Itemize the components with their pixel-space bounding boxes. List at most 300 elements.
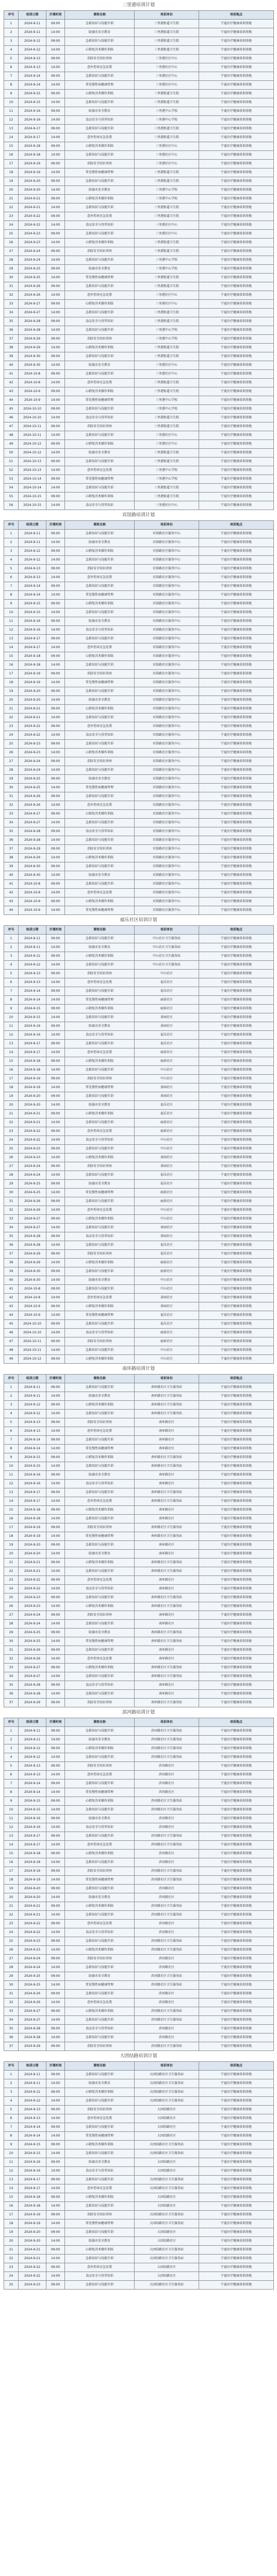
cell-location: 宁夏医疗健康培训基地 <box>199 1276 274 1285</box>
cell-seq: 18 <box>4 679 19 687</box>
cell-course: 食品安全与营养知识 <box>65 2025 135 2033</box>
cell-course: 防溺水安全教育 <box>65 107 135 116</box>
cell-course: 急救知识与技能实训 <box>65 1832 135 1841</box>
cell-unit: 南环路社区卫生服务站 <box>135 1523 199 1532</box>
cell-seq: 9 <box>4 600 19 608</box>
cell-date: 2024-10-8 <box>19 1294 46 1302</box>
table-row <box>4 714 274 722</box>
cell-date: 2024-9-28 <box>19 2025 46 2033</box>
cell-date: 2024-9-21 <box>19 1902 46 1911</box>
cell-unit: 宾馆路社区服务中心 <box>135 810 199 819</box>
table-row <box>4 635 274 643</box>
cell-course: 防溺水安全教育 <box>65 943 135 952</box>
cell-course: 心肺复苏术操作训练 <box>65 440 135 449</box>
cell-time: 09:00 <box>46 1506 65 1515</box>
cell-time: 09:00 <box>46 582 65 591</box>
cell-location: 宁夏医疗健康培训基地 <box>199 1497 274 1506</box>
table-row <box>4 2016 274 2025</box>
cell-time: 14:00 <box>46 484 65 493</box>
cell-unit: 宾馆路社区服务中心 <box>135 635 199 643</box>
cell-date: 2024-9-17 <box>19 1841 46 1850</box>
cell-seq: 26 <box>4 1154 19 1162</box>
cell-course: 急救知识与技能实训 <box>65 582 135 591</box>
cell-time: 14:00 <box>46 1981 65 1990</box>
cell-seq: 11 <box>4 617 19 626</box>
cell-location: 宁夏医疗健康培训基地 <box>199 987 274 996</box>
cell-seq: 22 <box>4 204 19 212</box>
cell-time: 09:00 <box>46 2007 65 2016</box>
cell-course: 急救知识与技能实训 <box>65 740 135 749</box>
cell-course: 意外伤害应急处置 <box>65 1920 135 1928</box>
table-row <box>4 1189 274 1197</box>
cell-seq: 5 <box>4 55 19 63</box>
cell-time: 14:00 <box>46 1806 65 1815</box>
cell-seq: 28 <box>4 1171 19 1180</box>
cell-location: 宁夏医疗健康培训基地 <box>199 1602 274 1611</box>
cell-time: 09:00 <box>46 230 65 239</box>
cell-seq: 19 <box>4 1092 19 1101</box>
cell-seq: 36 <box>4 836 19 845</box>
cell-date: 2024-10-11 <box>19 1337 46 1346</box>
cell-unit: 滨河路社区 <box>135 1920 199 1928</box>
cell-course: 防溺水安全教育 <box>65 1629 135 1637</box>
cell-date: 2024-9-17 <box>19 1488 46 1497</box>
table-row <box>4 466 274 475</box>
cell-unit: 中山社区 <box>135 1276 199 1285</box>
cell-course: 急救知识与技能实训 <box>65 230 135 239</box>
schedule-table <box>4 2061 274 2290</box>
cell-date: 2024-9-30 <box>19 352 46 361</box>
cell-seq: 20 <box>4 1101 19 1110</box>
table-row <box>4 1990 274 1998</box>
cell-time: 09:00 <box>46 1762 65 1771</box>
cell-time: 14:00 <box>46 186 65 195</box>
cell-seq: 7 <box>4 72 19 81</box>
cell-seq: 23 <box>4 212 19 221</box>
cell-location: 宁夏医疗健康培训基地 <box>199 63 274 72</box>
cell-unit: 三里港街道卫生院 <box>135 352 199 361</box>
table-row <box>4 1567 274 1576</box>
column-header-course: 课程名称 <box>65 521 135 530</box>
cell-date: 2024-9-18 <box>19 2202 46 2211</box>
cell-course: 心肺复苏术操作训练 <box>65 749 135 757</box>
cell-time: 09:00 <box>46 2228 65 2237</box>
cell-course: 意外伤害应急处置 <box>65 1048 135 1057</box>
cell-location: 宁夏医疗健康培训基地 <box>199 493 274 501</box>
cell-course: 急救知识与技能实训 <box>65 1885 135 1893</box>
cell-date: 2024-9-29 <box>19 854 46 862</box>
cell-unit: 福乐社区 <box>135 1171 199 1180</box>
cell-time: 14:00 <box>46 168 65 177</box>
cell-course: 意外伤害应急处置 <box>65 63 135 72</box>
cell-time: 09:00 <box>46 352 65 361</box>
cell-unit: 滨河路社区卫生服务站 <box>135 1981 199 1990</box>
cell-unit: 宾馆路社区服务中心 <box>135 556 199 565</box>
cell-date: 2024-9-15 <box>19 608 46 617</box>
cell-course: 防溺水安全教育 <box>65 1550 135 1558</box>
table-row <box>4 274 274 282</box>
cell-unit: 宾馆路社区服务中心 <box>135 626 199 635</box>
table-row <box>4 81 274 90</box>
cell-unit: 中山社区 <box>135 1206 199 1215</box>
cell-time: 14:00 <box>46 1346 65 1355</box>
cell-date: 2024-9-18 <box>19 1066 46 1075</box>
cell-date: 2024-9-23 <box>19 1594 46 1602</box>
cell-unit: 宾馆路社区服务中心 <box>135 749 199 757</box>
cell-seq: 43 <box>4 387 19 396</box>
cell-location: 宁夏医疗健康培训基地 <box>199 1806 274 1815</box>
cell-seq: 33 <box>4 810 19 819</box>
cell-date: 2024-9-15 <box>19 90 46 98</box>
cell-seq: 10 <box>4 608 19 617</box>
cell-unit: 三里港街道卫生院 <box>135 493 199 501</box>
cell-seq: 6 <box>4 63 19 72</box>
cell-unit: 南环路社区卫生服务站 <box>135 1383 199 1392</box>
cell-date: 2024-9-12 <box>19 37 46 46</box>
cell-unit: 福乐社区 <box>135 1311 199 1320</box>
cell-date: 2024-9-29 <box>19 335 46 344</box>
cell-location: 宁夏医疗健康培训基地 <box>199 2097 274 2106</box>
cell-location: 宁夏医疗健康培训基地 <box>199 1197 274 1206</box>
cell-seq: 36 <box>4 1241 19 1250</box>
cell-date: 2024-9-14 <box>19 1436 46 1445</box>
cell-location: 宁夏医疗健康培训基地 <box>199 819 274 827</box>
cell-time: 14:00 <box>46 2167 65 2176</box>
cell-seq: 10 <box>4 1462 19 1471</box>
cell-date: 2024-10-9 <box>19 906 46 915</box>
cell-seq: 46 <box>4 414 19 422</box>
cell-time: 14:00 <box>46 2272 65 2281</box>
cell-time: 09:00 <box>46 1611 65 1620</box>
cell-course: 急救知识与技能实训 <box>65 1320 135 1329</box>
cell-date: 2024-9-20 <box>19 1092 46 1101</box>
cell-unit: 南环路社区 <box>135 1445 199 1453</box>
cell-time: 14:00 <box>46 643 65 652</box>
cell-course: 心肺复苏术操作训练 <box>65 854 135 862</box>
cell-course: 意外伤害应急处置 <box>65 133 135 142</box>
cell-location: 宁夏医疗健康培训基地 <box>199 1127 274 1136</box>
cell-seq: 4 <box>4 556 19 565</box>
cell-location: 宁夏医疗健康培训基地 <box>199 2184 274 2193</box>
cell-date: 2024-9-20 <box>19 177 46 186</box>
cell-seq: 40 <box>4 871 19 880</box>
cell-time: 09:00 <box>46 530 65 538</box>
cell-date: 2024-9-15 <box>19 1462 46 1471</box>
cell-unit: 大团结路社区卫生服务站 <box>135 2141 199 2149</box>
cell-location: 宁夏医疗健康培训基地 <box>199 282 274 291</box>
cell-time: 14:00 <box>46 889 65 897</box>
cell-course: 意外伤害应急处置 <box>65 643 135 652</box>
cell-location: 宁夏医疗健康培训基地 <box>199 978 274 987</box>
cell-unit: 宾馆路社区服务中心 <box>135 862 199 871</box>
cell-time: 14:00 <box>46 98 65 107</box>
cell-seq: 17 <box>4 1523 19 1532</box>
cell-time: 14:00 <box>46 943 65 952</box>
cell-unit: 南环路社区 <box>135 1655 199 1664</box>
cell-time: 14:00 <box>46 1048 65 1057</box>
cell-time: 14:00 <box>46 1532 65 1541</box>
table-row <box>4 168 274 177</box>
cell-date: 2024-9-23 <box>19 2281 46 2290</box>
cell-course: 急救知识与技能实训 <box>65 987 135 996</box>
cell-date: 2024-9-14 <box>19 2132 46 2141</box>
cell-course: 意外伤害应急处置 <box>65 2114 135 2123</box>
table-row <box>4 1110 274 1118</box>
table-row <box>4 996 274 1005</box>
column-header-date: 培训日期 <box>19 1375 46 1383</box>
cell-time: 09:00 <box>46 1232 65 1241</box>
cell-unit: 滨河路社区卫生服务站 <box>135 1736 199 1744</box>
column-header-course: 课程名称 <box>65 926 135 935</box>
cell-seq: 42 <box>4 889 19 897</box>
cell-location: 宁夏医疗健康培训基地 <box>199 247 274 256</box>
cell-unit: 宾馆路社区服务中心 <box>135 854 199 862</box>
cell-seq: 15 <box>4 2193 19 2202</box>
cell-location: 宁夏医疗健康培训基地 <box>199 1005 274 1013</box>
cell-location: 宁夏医疗健康培训基地 <box>199 1876 274 1885</box>
cell-date: 2024-9-19 <box>19 679 46 687</box>
cell-seq: 28 <box>4 256 19 265</box>
cell-unit: 中山社区卫生服务站 <box>135 961 199 970</box>
cell-course: 食品安全与营养知识 <box>65 2272 135 2281</box>
cell-course: 急救知识与技能实训 <box>65 862 135 871</box>
cell-course: 急救知识与技能实训 <box>65 1197 135 1206</box>
cell-course: 防溺水安全教育 <box>65 538 135 547</box>
cell-unit: 南环路社区 <box>135 1427 199 1436</box>
cell-unit: 滨河路社区 <box>135 1762 199 1771</box>
cell-date: 2024-9-16 <box>19 1480 46 1488</box>
cell-seq: 24 <box>4 1585 19 1594</box>
cell-date: 2024-9-12 <box>19 1401 46 1410</box>
column-header-unit: 培训单位 <box>135 2062 199 2071</box>
cell-location: 宁夏医疗健康培训基地 <box>199 2033 274 2042</box>
table-row <box>4 2141 274 2149</box>
table-row <box>4 1418 274 1427</box>
cell-date: 2024-10-8 <box>19 880 46 889</box>
cell-seq: 28 <box>4 1963 19 1972</box>
cell-seq: 42 <box>4 1294 19 1302</box>
column-header-unit: 培训单位 <box>135 521 199 530</box>
table-row <box>4 889 274 897</box>
cell-time: 09:00 <box>46 1401 65 1410</box>
cell-course: 急救知识与技能实训 <box>65 256 135 265</box>
cell-time: 14:00 <box>46 836 65 845</box>
table-row <box>4 1655 274 1664</box>
cell-date: 2024-9-13 <box>19 978 46 987</box>
cell-unit: 三里港街道卫生院 <box>135 133 199 142</box>
table-row <box>4 1532 274 1541</box>
cell-course: 防溺水安全教育 <box>65 696 135 705</box>
cell-location: 宁夏医疗健康培训基地 <box>199 2088 274 2097</box>
cell-course: 急救知识与技能实训 <box>65 309 135 317</box>
cell-date: 2024-9-12 <box>19 2097 46 2106</box>
cell-unit: 宾馆路社区服务中心 <box>135 705 199 714</box>
cell-time: 09:00 <box>46 810 65 819</box>
cell-seq: 32 <box>4 801 19 810</box>
cell-seq: 5 <box>4 2106 19 2114</box>
cell-date: 2024-9-19 <box>19 168 46 177</box>
table-row <box>4 652 274 661</box>
cell-time: 14:00 <box>46 1329 65 1337</box>
cell-seq: 35 <box>4 827 19 836</box>
cell-location: 宁夏医疗健康培训基地 <box>199 2237 274 2246</box>
cell-course: 急救知识与技能实训 <box>65 1285 135 1294</box>
cell-seq: 16 <box>4 661 19 670</box>
cell-unit: 三里港中心学校 <box>135 326 199 335</box>
cell-unit: 滨河路社区卫生服务站 <box>135 1867 199 1876</box>
cell-course: 消防安全知识讲座 <box>65 1955 135 1963</box>
cell-unit: 丽景社区 <box>135 1118 199 1127</box>
cell-location: 宁夏医疗健康培训基地 <box>199 1646 274 1655</box>
cell-time: 14:00 <box>46 1876 65 1885</box>
cell-time: 14:00 <box>46 1154 65 1162</box>
cell-unit: 南环路社区卫生服务站 <box>135 1664 199 1672</box>
cell-location: 宁夏医疗健康培训基地 <box>199 1171 274 1180</box>
cell-seq: 13 <box>4 1040 19 1048</box>
cell-unit: 福乐社区 <box>135 987 199 996</box>
cell-unit: 滨河路社区 <box>135 1823 199 1832</box>
cell-location: 宁夏医疗健康培训基地 <box>199 670 274 679</box>
cell-course: 食品安全与营养知识 <box>65 1480 135 1488</box>
cell-seq: 27 <box>4 1955 19 1963</box>
cell-date: 2024-9-19 <box>19 2211 46 2219</box>
cell-time: 14:00 <box>46 344 65 352</box>
cell-location: 宁夏医疗健康培训基地 <box>199 1355 274 1364</box>
column-header-location: 培训地点 <box>199 1375 274 1383</box>
cell-location: 宁夏医疗健康培训基地 <box>199 696 274 705</box>
cell-seq: 15 <box>4 1850 19 1858</box>
cell-date: 2024-9-21 <box>19 705 46 714</box>
cell-date: 2024-9-28 <box>19 836 46 845</box>
cell-seq: 14 <box>4 133 19 142</box>
table-row <box>4 1453 274 1462</box>
cell-course: 急救知识与技能实训 <box>65 1990 135 1998</box>
cell-unit: 大团结路社区 <box>135 2106 199 2114</box>
cell-seq: 6 <box>4 1427 19 1436</box>
cell-course: 心肺复苏术操作训练 <box>65 1744 135 1753</box>
table-row <box>4 2272 274 2281</box>
cell-location: 宁夏医疗健康培训基地 <box>199 538 274 547</box>
table-row <box>4 749 274 757</box>
cell-date: 2024-9-14 <box>19 1788 46 1797</box>
cell-time: 14:00 <box>46 1480 65 1488</box>
cell-seq: 4 <box>4 1410 19 1418</box>
cell-course: 食品安全与营养知识 <box>65 1136 135 1145</box>
cell-date: 2024-9-14 <box>19 72 46 81</box>
cell-date: 2024-9-18 <box>19 151 46 160</box>
cell-course: 急救知识与技能实训 <box>65 484 135 493</box>
cell-time: 14:00 <box>46 133 65 142</box>
cell-seq: 4 <box>4 1753 19 1762</box>
table-row <box>4 326 274 335</box>
cell-date: 2024-9-13 <box>19 565 46 573</box>
cell-course: 消防安全知识讲座 <box>65 757 135 766</box>
cell-location: 宁夏医疗健康培训基地 <box>199 1013 274 1022</box>
cell-date: 2024-9-14 <box>19 987 46 996</box>
cell-location: 宁夏医疗健康培训基地 <box>199 1110 274 1118</box>
cell-course: 心肺复苏术操作训练 <box>65 2141 135 2149</box>
cell-date: 2024-9-13 <box>19 970 46 978</box>
cell-location: 宁夏医疗健康培训基地 <box>199 1690 274 1699</box>
cell-time: 14:00 <box>46 1189 65 1197</box>
cell-unit: 三里港中心学校 <box>135 256 199 265</box>
cell-seq: 8 <box>4 591 19 600</box>
table-row <box>4 1736 274 1744</box>
table-row <box>4 239 274 247</box>
cell-course: 消防安全知识讲座 <box>65 1337 135 1346</box>
cell-unit: 福乐社区 <box>135 1110 199 1118</box>
table-row <box>4 2106 274 2114</box>
table-row <box>4 2246 274 2255</box>
cell-seq: 16 <box>4 1515 19 1523</box>
cell-date: 2024-9-16 <box>19 116 46 125</box>
cell-time: 14:00 <box>46 1241 65 1250</box>
cell-seq: 1 <box>4 20 19 28</box>
cell-location: 宁夏医疗健康培训基地 <box>199 1392 274 1401</box>
table-row <box>4 1101 274 1110</box>
table-row <box>4 757 274 766</box>
cell-unit: 宾馆路社区服务中心 <box>135 696 199 705</box>
cell-unit: 南环路社区 <box>135 1681 199 1690</box>
cell-date: 2024-9-22 <box>19 1576 46 1585</box>
cell-date: 2024-9-29 <box>19 1259 46 1267</box>
cell-time: 14:00 <box>46 1911 65 1920</box>
cell-unit: 景园社区 <box>135 1154 199 1162</box>
cell-seq: 30 <box>4 1189 19 1197</box>
cell-course: 常见慢性病健康管理 <box>65 591 135 600</box>
cell-seq: 9 <box>4 1005 19 1013</box>
cell-unit: 三里港中心学校 <box>135 396 199 405</box>
cell-course: 意外伤害应急处置 <box>65 889 135 897</box>
cell-location: 宁夏医疗健康培训基地 <box>199 291 274 300</box>
cell-date: 2024-9-28 <box>19 1690 46 1699</box>
cell-unit: 三里港社区中心 <box>135 142 199 151</box>
cell-unit: 中山社区卫生服务站 <box>135 943 199 952</box>
cell-course: 心肺复苏术操作训练 <box>65 300 135 309</box>
cell-date: 2024-9-27 <box>19 1224 46 1232</box>
schedule-table <box>4 925 274 1364</box>
cell-seq: 8 <box>4 996 19 1005</box>
cell-date: 2024-10-14 <box>19 475 46 484</box>
table-row <box>4 1232 274 1241</box>
cell-time: 09:00 <box>46 2176 65 2184</box>
cell-time: 09:00 <box>46 1699 65 1707</box>
cell-time: 09:00 <box>46 1471 65 1480</box>
cell-unit: 三里港中心学校 <box>135 265 199 274</box>
cell-location: 宁夏医疗健康培训基地 <box>199 1346 274 1355</box>
cell-course: 常见慢性病健康管理 <box>65 1532 135 1541</box>
cell-location: 宁夏医疗健康培训基地 <box>199 952 274 961</box>
cell-seq: 37 <box>4 1699 19 1707</box>
cell-seq: 23 <box>4 1576 19 1585</box>
cell-time: 14:00 <box>46 396 65 405</box>
cell-unit: 三里港街道卫生院 <box>135 20 199 28</box>
cell-time: 14:00 <box>46 1567 65 1576</box>
cell-course: 常见慢性病健康管理 <box>65 1637 135 1646</box>
cell-seq: 37 <box>4 335 19 344</box>
cell-date: 2024-9-24 <box>19 1620 46 1629</box>
table-row <box>4 1022 274 1031</box>
cell-time: 14:00 <box>46 1946 65 1955</box>
cell-course: 急救知识与技能实训 <box>65 370 135 379</box>
cell-course: 急救知识与技能实训 <box>65 2255 135 2263</box>
cell-date: 2024-9-19 <box>19 2219 46 2228</box>
cell-date: 2024-10-11 <box>19 1346 46 1355</box>
cell-time: 14:00 <box>46 326 65 335</box>
cell-seq: 26 <box>4 1946 19 1955</box>
table-row <box>4 1955 274 1963</box>
cell-course: 心肺复苏术操作训练 <box>65 1602 135 1611</box>
